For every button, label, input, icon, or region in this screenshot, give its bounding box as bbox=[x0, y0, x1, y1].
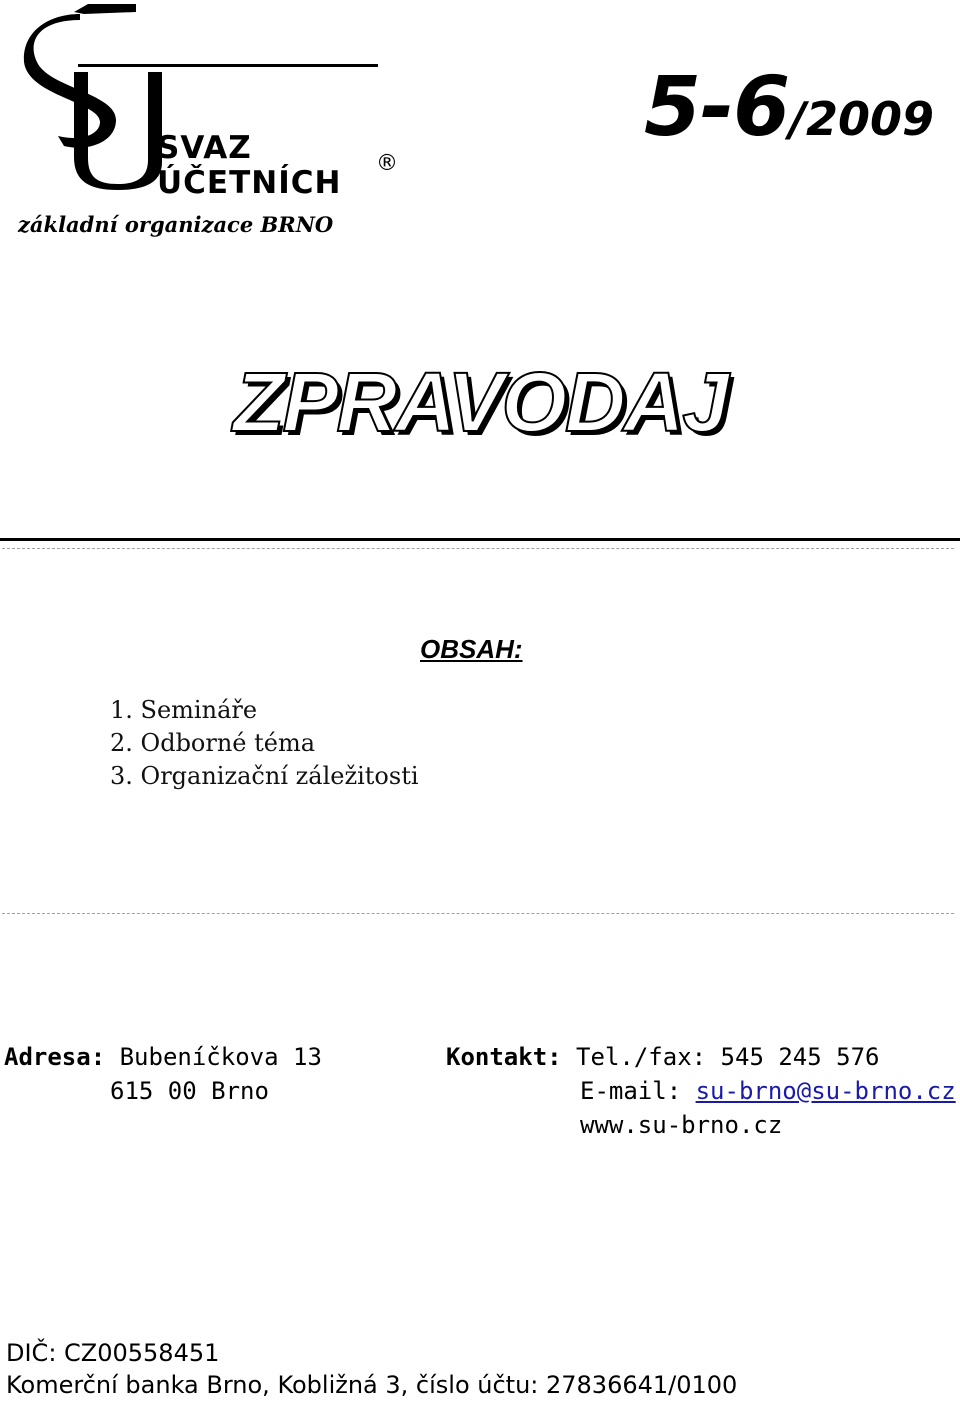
logo-text-ucetnich: ÚČETNÍCH bbox=[157, 165, 342, 201]
logo-s-glyph bbox=[24, 14, 116, 148]
logo-accent-mark bbox=[74, 4, 136, 14]
divider-dashed-bottom bbox=[2, 913, 954, 914]
contents-item: 1. Semináře bbox=[110, 696, 258, 724]
address-city: 615 00 Brno bbox=[110, 1077, 269, 1105]
contact-line-1 bbox=[446, 1040, 879, 1074]
issue-number bbox=[644, 60, 934, 155]
footer-dic: DIČ: CZ00558451 bbox=[6, 1339, 220, 1367]
contact-email-label: E-mail: bbox=[580, 1077, 682, 1105]
contents-list bbox=[110, 694, 419, 793]
issue-number-main: 5-6 bbox=[644, 60, 790, 155]
contact-phone: Tel./fax: 545 245 576 bbox=[576, 1043, 880, 1071]
contents-item: 2. Odborné téma bbox=[110, 729, 316, 757]
logo-text-svaz: SVAZ bbox=[157, 130, 252, 166]
contact-web: www.su-brno.cz bbox=[580, 1111, 783, 1139]
contact-email-line bbox=[580, 1074, 956, 1108]
divider-dashed-top bbox=[2, 548, 954, 549]
footer-bank: Komerční banka Brno, Kobližná 3, číslo účtu: 27836641/0100 bbox=[6, 1371, 738, 1399]
registered-mark: ® bbox=[376, 151, 398, 176]
divider-thick bbox=[0, 538, 960, 541]
contact-label: Kontakt: bbox=[446, 1043, 562, 1071]
contents-item: 3. Organizační záležitosti bbox=[110, 762, 419, 790]
page-title: ZPRAVODAJ bbox=[233, 355, 727, 449]
contents-heading: OBSAH: bbox=[420, 634, 523, 664]
contact-email-link[interactable]: su-brno@su-brno.cz bbox=[695, 1077, 956, 1105]
organization-subtitle: základní organizace BRNO bbox=[18, 212, 334, 237]
address-line-1 bbox=[4, 1040, 322, 1074]
issue-year: /2009 bbox=[789, 92, 934, 146]
address-street: Bubeníčkova 13 bbox=[119, 1043, 322, 1071]
address-label: Adresa: bbox=[4, 1043, 106, 1071]
logo-rule bbox=[78, 64, 378, 67]
